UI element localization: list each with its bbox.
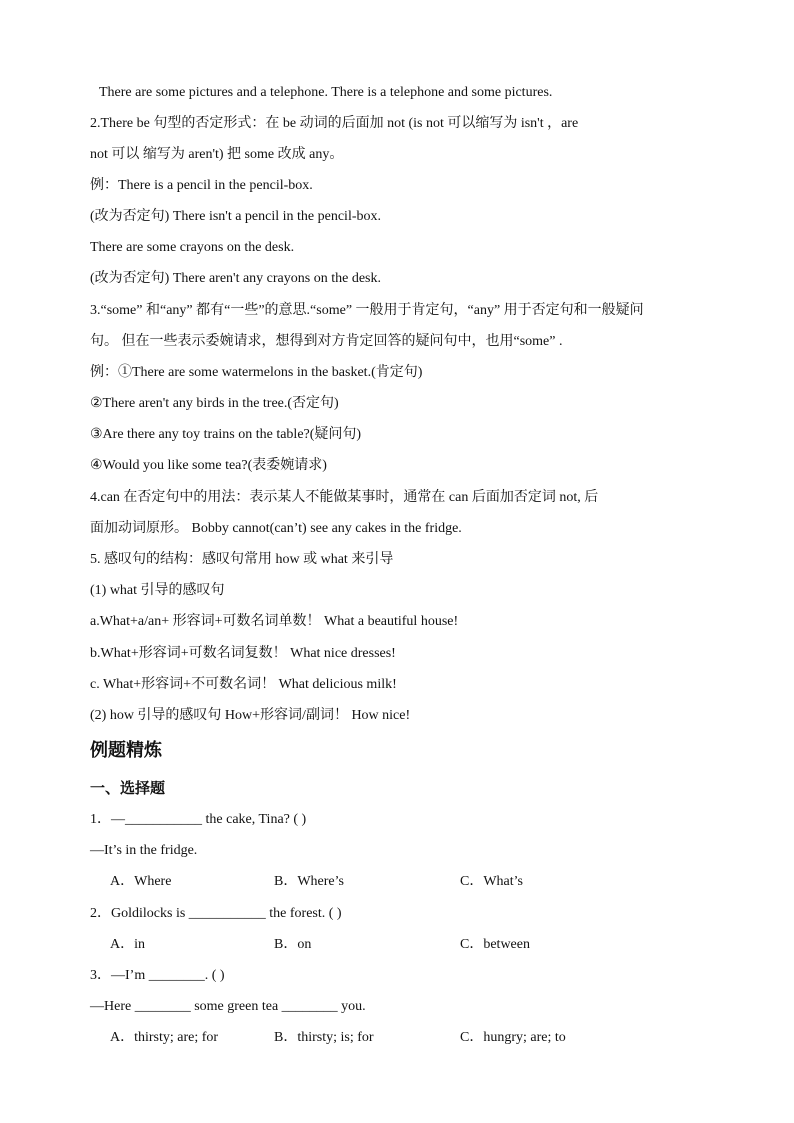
text-line: ④Would you like some tea?(表委婉请求)	[90, 458, 327, 473]
text-line: There are some pictures and a telephone. There is a telephone and some pictures.	[99, 85, 553, 100]
option-b: B．on	[274, 937, 312, 952]
text-line: 2.There be 句型的否定形式：在 be 动词的后面加 not (is not 可以缩写为 isn't ，are	[90, 116, 579, 131]
text-line: ③Are there any toy trains on the table?(疑问句)	[90, 427, 362, 442]
text-line: 5. 感叹句的结构：感叹句常用 how 或 what 来引导	[90, 552, 394, 567]
text-line: (改为否定句) There isn't a pencil in the pencil-box.	[90, 209, 381, 224]
option-a: A．Where	[110, 874, 172, 889]
option-b: B．Where’s	[274, 874, 344, 889]
question-extra: —Here ________ some green tea ________ you.	[90, 999, 366, 1014]
text-line: 4.can 在否定句中的用法：表示某人不能做某事时，通常在 can 后面加否定词 not, 后	[90, 490, 599, 505]
text-line: There are some crayons on the desk.	[90, 240, 295, 255]
text-line: 例：There is a pencil in the pencil-box.	[90, 178, 313, 193]
text-line: b.What+形容词+可数名词复数！ What nice dresses!	[90, 646, 396, 661]
text-line: c. What+形容词+不可数名词！ What delicious milk!	[90, 677, 397, 692]
option-a: A．thirsty; are; for	[110, 1030, 219, 1045]
question-stem: 2．Goldilocks is ___________ the forest. ( )	[90, 906, 342, 921]
text-line: ②There aren't any birds in the tree.(否定句)	[90, 396, 339, 411]
subsection-title: 一、选择题	[90, 779, 166, 797]
text-line: 面加动词原形。 Bobby cannot(can’t) see any cakes in the fridge.	[90, 521, 462, 536]
text-line: (改为否定句) There aren't any crayons on the desk.	[90, 271, 381, 286]
text-line: (2) how 引导的感叹句 How+形容词/副词！ How nice!	[90, 708, 411, 723]
question-stem: 1．—___________ the cake, Tina? ( )	[90, 812, 307, 827]
text-line: (1) what 引导的感叹句	[90, 583, 225, 598]
option-b: B．thirsty; is; for	[274, 1030, 374, 1045]
question-extra: —It’s in the fridge.	[90, 843, 198, 858]
text-line: 例：①There are some watermelons in the basket.(肯定句)	[90, 365, 423, 380]
text-line: not 可以 缩写为 aren't) 把 some 改成 any。	[90, 147, 344, 162]
option-c: C．What’s	[460, 874, 523, 889]
question-stem: 3．—I’m ________. ( )	[90, 968, 225, 983]
option-a: A．in	[110, 937, 145, 952]
option-c: C．between	[460, 937, 530, 952]
text-line: 3.“some” 和“any” 都有“一些”的意思.“some” 一般用于肯定句，“any” 用于否定句和一般疑问	[90, 303, 644, 318]
text-line: a.What+a/an+ 形容词+可数名词单数！ What a beautiful house!	[90, 614, 459, 629]
text-line: 句。 但在一些表示委婉请求，想得到对方肯定回答的疑问句中，也用“some” .	[90, 334, 563, 349]
section-title: 例题精炼	[90, 740, 162, 761]
option-c: C．hungry; are; to	[460, 1030, 566, 1045]
